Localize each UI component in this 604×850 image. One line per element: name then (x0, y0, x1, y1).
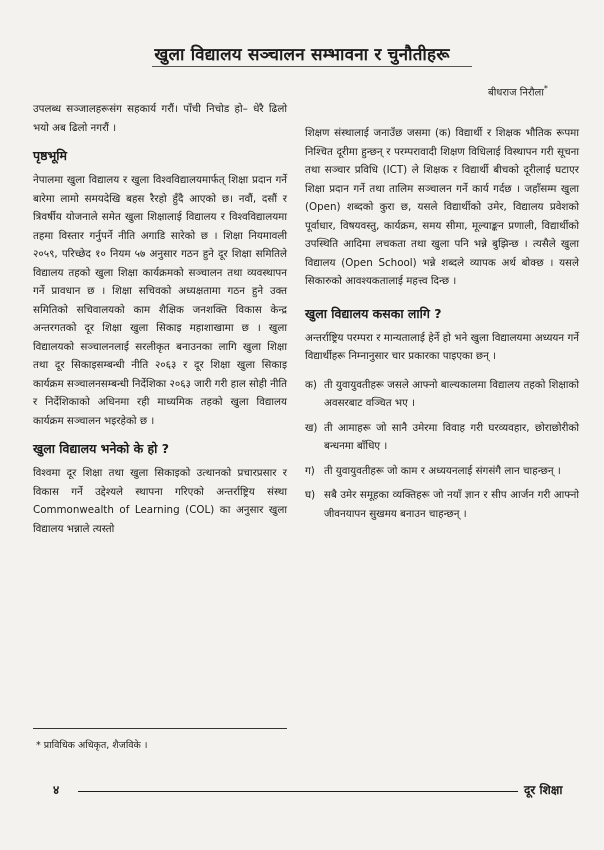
list-item (305, 376, 579, 413)
footnote: * प्राविधिक अधिकृत, शैजविके । (36, 740, 148, 751)
list-marker: घ) (305, 489, 316, 501)
list-item-text: ती युवायुवतीहरू जसले आफ्नो बाल्यकालमा विद्यालय तहको शिक्षाको अवसरबाट वञ्चित भए । (324, 378, 579, 409)
list-item (305, 419, 579, 456)
footer-divider (78, 791, 518, 792)
definition-paragraph: विश्वमा दूर शिक्षा तथा खुला सिकाइको उत्थानको प्रचारप्रसार र विकास गर्ने उद्देश्यले स्थापना गरिएको अन्तर्राष्ट्रिय संस्था Commonwealth of Learning (COL) का अनुसार खुला विद्यालय भन्नाले त्यस्तो (33, 467, 287, 535)
list-item-text: सबै उमेर समूहका व्यक्तिहरू जो नयाँ ज्ञान र सीप आर्जन गरी आफ्नो जीवनयापन सुखमय बनाउन चाहन्छन् । (324, 489, 579, 520)
continuation-paragraph: उपलब्ध सञ्जालहरूसंग सहकार्य गरौं। पाँची निचोड हो– धेरै ढिलो भयो अब ढिलो नगरौं । (33, 103, 287, 134)
definition-continuation-paragraph: शिक्षण संस्थालाई जनाउँछ जसमा (क) विद्यार्थी र शिक्षक भौतिक रूपमा निश्चित दूरीमा हुन्छन् र परम्परावादी शिक्षण विधिलाई विस्थापन गरी सूचना तथा सञ्चार प्रविधि (ICT) ले शिक्षक र विद्यार्थी बीचको दूरीलाई घटाएर शिक्षा प्रदान गर्ने तथा तालिम सञ्चालन गर्ने कार्य गर्दछ । जहाँसम्म खुला (Open) शब्दको कुरा छ, यसले विद्यार्थीको उमेर, विद्यालय प्रवेशको पूर्वाधार, विषयवस्तु, कार्यक्रम, समय सीमा, मूल्याङ्कन प्रणाली, विद्यार्थीको उपस्थिति आदिमा लचकता तथा खुला पनि भन्ने बुझिन्छ । त्यसैले खुला विद्यालय (Open School) भन्ने शब्दले व्यापक अर्थ बोक्छ । यसले सिकारुको आवश्यकतालाई महत्त्व दिन्छ । (305, 127, 579, 287)
section-heading-who-for: खुला विद्यालय कसका लागि ? (305, 305, 442, 321)
list-marker: ग) (305, 464, 315, 477)
author-footnote-mark: * (543, 84, 548, 93)
list-item (305, 486, 579, 523)
section-heading-what-is-open-school: खुला विद्यालय भनेको के हो ? (33, 441, 170, 456)
magazine-name: दूर शिक्षा (524, 783, 563, 797)
list-marker: क) (305, 378, 317, 391)
section-heading-background: पृष्ठभूमि (33, 148, 67, 163)
list-item-text: ती आमाहरू जो सानै उमेरमा विवाह गरी घरव्यवहार, छोराछोरीको बन्धनमा बाँधिए । (324, 421, 579, 452)
footnote-divider (33, 728, 287, 729)
who-for-intro-paragraph: अन्तर्राष्ट्रिय परम्परा र मान्यतालाई हेर्ने हो भने खुला विद्यालयमा अध्ययन गर्ने विद्यार्थीहरू निम्नानुसार चार प्रकारका पाइएका छन् । (305, 331, 579, 362)
author-name (488, 84, 548, 98)
title-underline (152, 66, 472, 67)
left-column (33, 100, 287, 548)
list-item (305, 462, 579, 481)
list-item-text: ती युवायुवतीहरू जो काम र अध्ययनलाई संगसंगै लान चाहन्छन् । (324, 464, 561, 477)
learner-type-list (305, 376, 579, 524)
page-number: ४ (53, 783, 60, 797)
background-paragraph: नेपालमा खुला विद्यालय र खुला विश्वविद्यालयमार्फत् शिक्षा प्रदान गर्ने बारेमा लामो समयदेखि बहस रैरहो हुँदै आएको छ। नवौं, दसौं र त्रिवर्षीय योजनाले समेत खुला शिक्षालाई विद्यालय र विश्वविद्यालयमा तहमा विस्तार गर्नुपर्ने नीति अगाडि सारेको छ । शिक्षा नियमावली २०५९, परिच्छेद १० नियम ५७ अनुसार गठन हुने दूर शिक्षा समितिले विद्यालय तहको खुला शिक्षा कार्यक्रमको सञ्चालन तथा व्यवस्थापन गर्ने प्रावधान छ । शिक्षा सचिवको अध्यक्षतामा गठन हुने उक्त समितिको सचिवालयको काम शैक्षिक जनशक्ति विकास केन्द्र अन्तरगतको दूर शिक्षा खुला सिकाइ महाशाखामा छ । खुला विद्यालयको सञ्चालनलाई सरलीकृत बनाउनका लागि खुला शिक्षा तथा दूर सिकाइसम्बन्धी नीति २०६३ र दूर शिक्षा खुला सिकाइ कार्यक्रम सञ्चालनसम्बन्धी निर्देशिका २०६३ जारी गरी हाल सोही नीति र निर्देशिकाको अधिनमा रही माध्यमिक तहको खुला विद्यालय कार्यक्रम सञ्चालन भइरहेको छ । (33, 174, 287, 427)
list-marker: ख) (305, 421, 318, 434)
right-column (305, 124, 579, 529)
article-title: खुला विद्यालय सञ्चालन सम्भावना र चुनौतीहरू (154, 45, 450, 65)
author-name-text: बीधराज निरौला (488, 87, 544, 99)
